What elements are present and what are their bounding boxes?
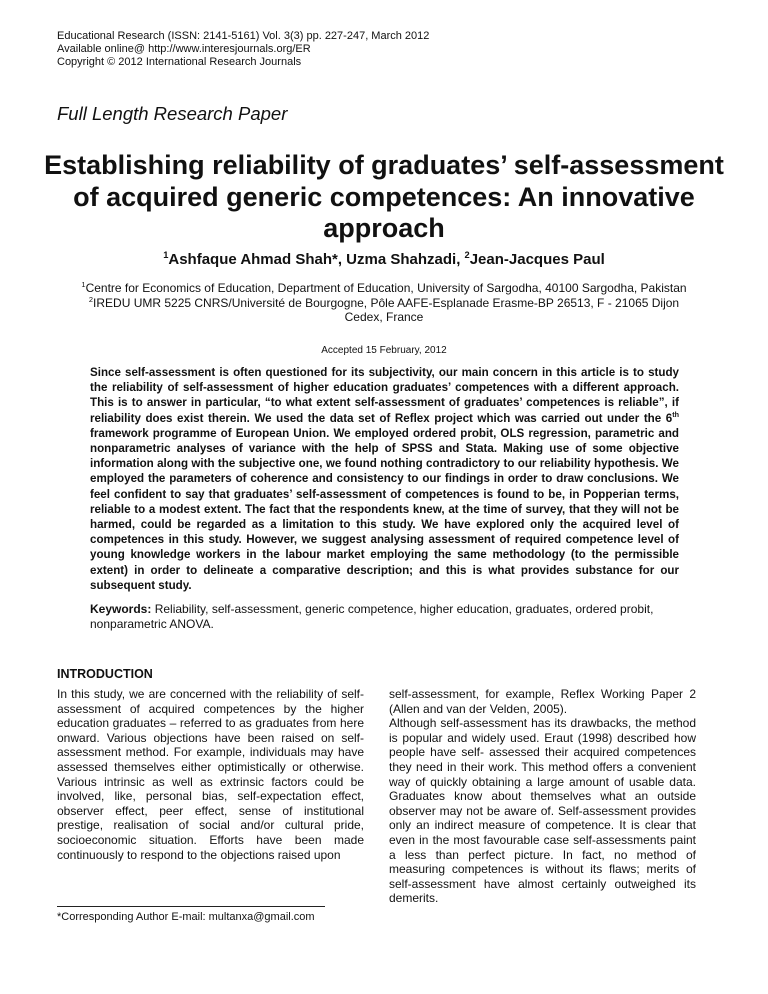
corresponding-author-footnote: *Corresponding Author E-mail: multanxa@gmail.com xyxy=(57,911,315,923)
affiliation-2-text: IREDU UMR 5225 CNRS/Université de Bourgogne, Pôle AAFE-Esplanade Erasme-BP 26513, F - 21065 Dijon xyxy=(93,295,680,310)
affiliation-2-continued: Cedex, France xyxy=(344,310,424,324)
journal-copyright: Copyright © 2012 International Research Journals xyxy=(57,56,302,68)
author-list xyxy=(57,251,711,268)
affiliation-1 xyxy=(57,281,711,296)
author-2-name: Uzma Shahzadi xyxy=(346,251,457,268)
author-separator: , xyxy=(337,251,347,268)
journal-online-url: Available online@ http://www.interesjournals.org/ER xyxy=(57,43,311,55)
introduction-right-column xyxy=(389,687,696,906)
introduction-left-column xyxy=(57,687,364,862)
introduction-paragraph-1: In this study, we are concerned with the reliability of self-assessment of acquired competences by the higher education graduates – referred to as graduates from here onward. Various objections have been raised on self-assessment method. For example, individuals may have assessed themselves either optimistically or otherwise. Various intrinsic as well as extrinsic factors could be involved, like, personal bias, self-expectation effect, observer effect, peer effect, sense of institutional prestige, realisation of social and/or cultural pride, socioeconomic situation. Efforts have been made continuously to respond to the objections raised upon xyxy=(57,687,364,862)
author-1-name: Ashfaque Ahmad Shah* xyxy=(168,251,338,268)
author-3-name: Jean-Jacques Paul xyxy=(469,251,605,268)
keywords-text: Reliability, self-assessment, generic competence, higher education, graduates, ordered probit, nonparametric ANOVA. xyxy=(90,602,654,631)
author-1-affiliation-mark: 1 xyxy=(163,250,169,260)
affiliation-2 xyxy=(57,296,711,311)
introduction-heading: INTRODUCTION xyxy=(57,667,153,681)
journal-citation: Educational Research (ISSN: 2141-5161) Vol. 3(3) pp. 227-247, March 2012 xyxy=(57,30,430,42)
affiliation-2-mark: 2 xyxy=(88,294,94,304)
introduction-paragraph-2: self-assessment, for example, Reflex Working Paper 2 (Allen and van der Velden, 2005). xyxy=(389,687,696,716)
abstract-text-part-2: framework programme of European Union. We employed ordered probit, OLS regression, parametric and nonparametric analyses of variance with the help of SPSS and Stata. Making use of some objective information along with the subjective one, we found nothing contradictory to our reliability hypothesis. We employed the parameters of coherence and consistency to our findings in order to draw conclusions. We feel confident to say that graduates’ self-assessment of competences is found to be, in Popperian terms, reliable to a modest extent. The fact that the respondents knew, at the time of survey, that they will not be harmed, could be regarded as a limitation to this study. We have explored only the acquired level of competences in this study. However, we suggest analysing assessment of required competence level of young knowledge workers in the labour market employing the same methodology (to the permissible extent) in order to delineate a comparative description; and this is what provides substance for our subsequent study. xyxy=(90,426,679,592)
paper-title: Establishing reliability of graduates’ self-assessment of acquired generic competences: An innovative approach xyxy=(44,150,724,243)
affiliations xyxy=(57,281,711,325)
abstract-superscript: th xyxy=(672,409,679,419)
author-3-affiliation-mark: 2 xyxy=(464,250,470,260)
abstract xyxy=(90,365,679,593)
journal-header xyxy=(57,30,429,69)
paper-type: Full Length Research Paper xyxy=(57,103,288,124)
abstract-text-part-1: Since self-assessment is often questioned for its subjectivity, our main concern in this article is to study the reliability of self-assessment of higher education graduates’ competences with a different approach. This is to answer in particular, “to what extent self-assessment of graduates’ competences is reliable”, if reliability does exist therein. We used the data set of Reflex project which was carried out under the 6 xyxy=(90,366,679,425)
introduction-paragraph-3: Although self-assessment has its drawbacks, the method is popular and widely used. Eraut (1998) described how people have self- assessed their acquired competences they need in their work. This method offers a convenient way of quickly obtaining a large amount of usable data. Graduates know about themselves what an outside observer may not be aware of. Self-assessment provides only an indirect measure of competence. It is clear that even in the most favourable case self-assessments paint a less than perfect picture. In fact, no method of measuring competences is without its flaws; merits of self-assessment have almost certainly outweighed its demerits. xyxy=(389,716,696,906)
footnote-divider xyxy=(57,906,325,907)
affiliation-1-text: Centre for Economics of Education, Department of Education, University of Sargodha, 40100 Sargodha, Pakistan xyxy=(85,281,687,295)
keywords-label: Keywords: xyxy=(90,602,152,616)
accepted-date: Accepted 15 February, 2012 xyxy=(321,345,447,356)
keywords xyxy=(90,602,679,631)
author-separator: , xyxy=(456,251,465,268)
affiliation-1-mark: 1 xyxy=(81,280,86,289)
